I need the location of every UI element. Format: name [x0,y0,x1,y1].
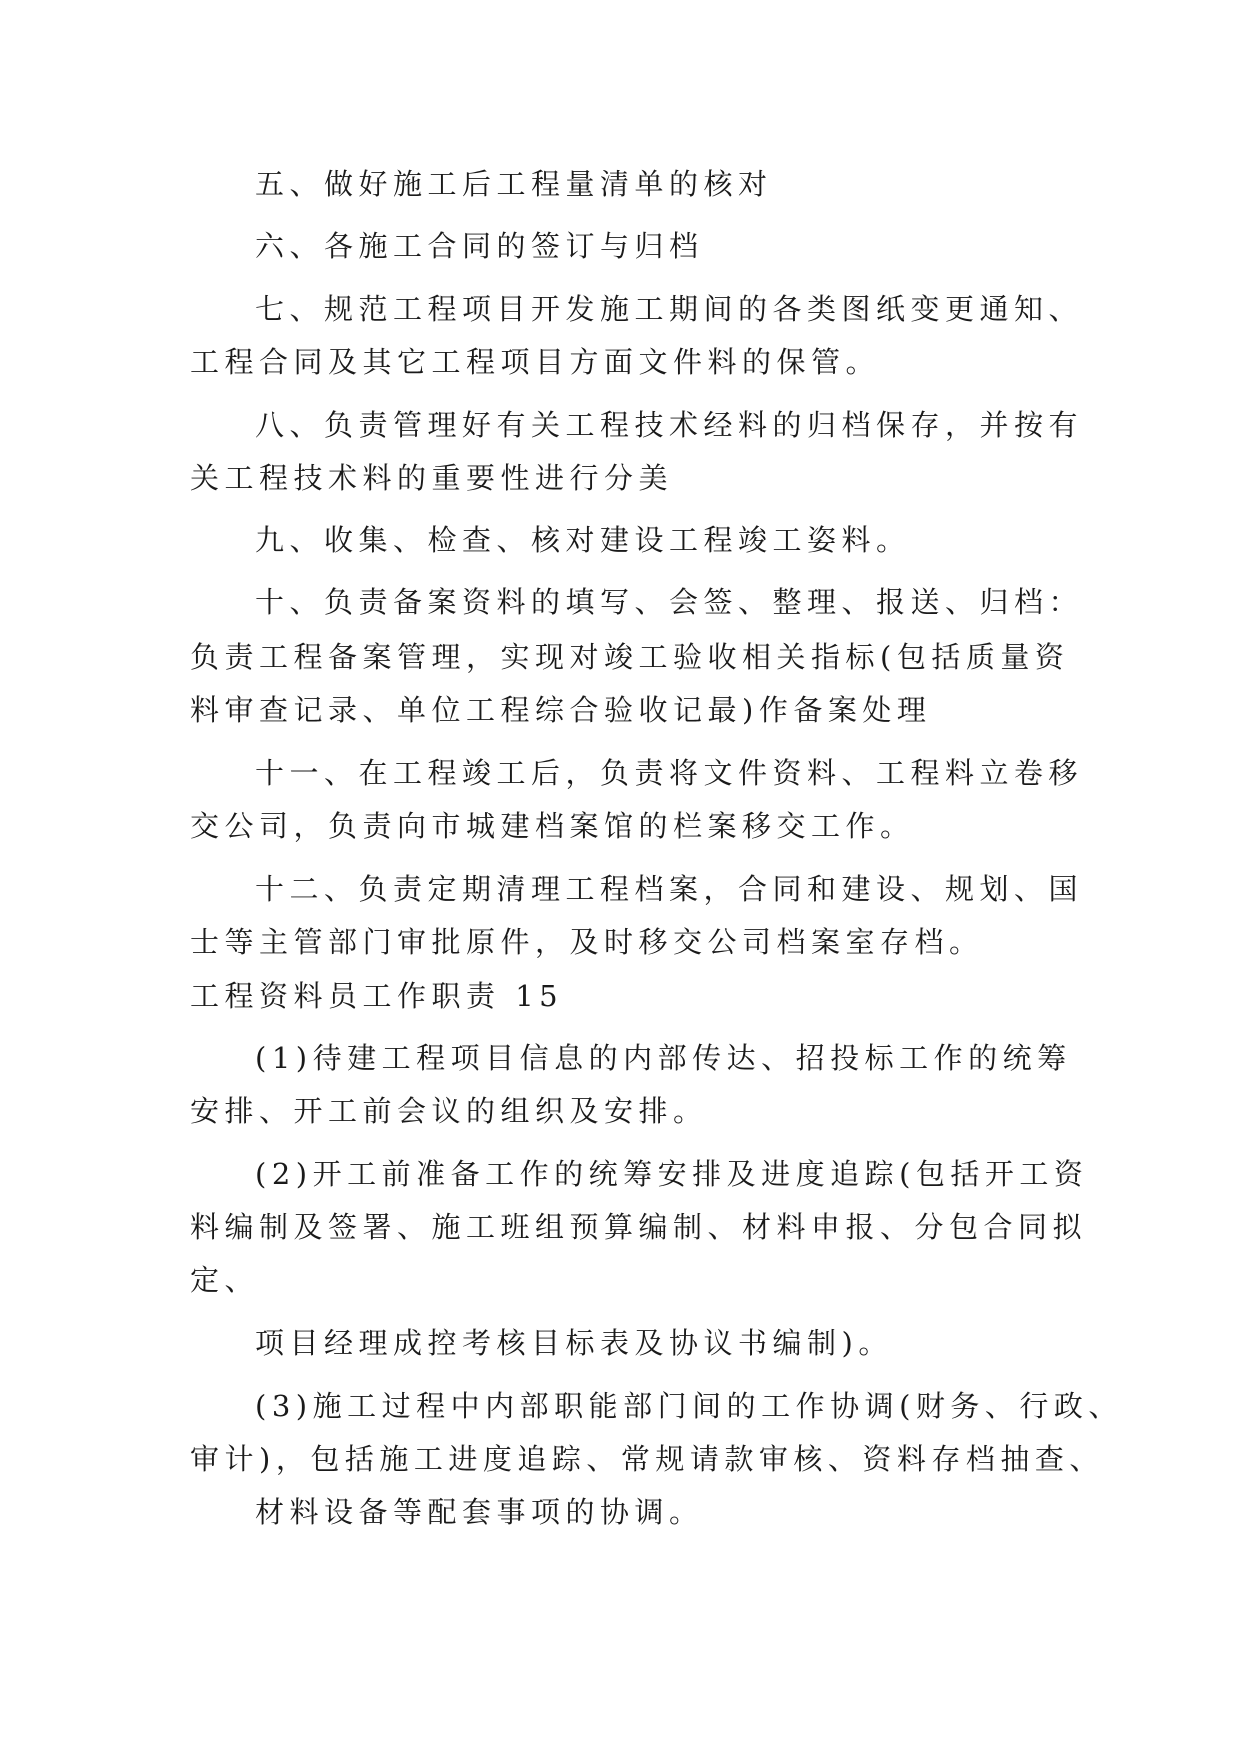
text-line: 工程合同及其它工程项目方面文件料的保管。 [190,345,881,379]
text-line: 交公司，负责向市城建档案馆的栏案移交工作。 [190,809,915,843]
text-line: 材料设备等配套事项的协调。 [255,1495,704,1529]
text-line: 项目经理成控考核目标表及协议书编制)。 [255,1326,893,1360]
text-line: 十一、在工程竣工后，负责将文件资料、工程料立卷移 [255,756,1084,790]
text-line: 料编制及签署、施工班组预算编制、材料申报、分包合同拟 [190,1210,1088,1244]
text-line: (1)待建工程项目信息的内部传达、招投标工作的统筹 [255,1041,1072,1075]
text-line: 十二、负责定期清理工程档案，合同和建设、规划、国 [255,872,1084,906]
text-line: 关工程技术料的重要性进行分美 [190,461,674,495]
text-line: 审计)，包括施工进度追踪、常规请款审核、资料存档抽查、 [190,1442,1104,1476]
text-line: 九、收集、检查、核对建设工程竣工姿料。 [255,523,911,557]
text-line: 五、做好施工后工程量清单的核对 [255,167,773,201]
text-line: 定、 [190,1263,260,1297]
text-line: 士等主管部门审批原件，及时移交公司档案室存档。 [190,925,984,959]
text-line: 料审查记录、单位工程综合验收记最)作备案处理 [190,693,932,727]
text-line: 负责工程备案管理，实现对竣工验收相关指标(包括质量资 [190,640,1070,674]
text-line: 十、负责备案资料的填写、会签、整理、报送、归档： [255,585,1084,619]
text-line: 八、负责管理好有关工程技术经料的归档保存，并按有 [255,408,1084,442]
text-line: 安排、开工前会议的组织及安排。 [190,1094,708,1128]
text-line: 六、各施工合同的签订与归档 [255,229,704,263]
section-heading: 工程资料员工作职责 15 [190,979,564,1013]
text-line: 七、规范工程项目开发施工期间的各类图纸变更通知、 [255,292,1084,326]
text-line: (3)施工过程中内部职能部门间的工作协调(财务、行政、 [255,1389,1123,1423]
text-line: (2)开工前准备工作的统筹安排及进度追踪(包括开工资 [255,1157,1089,1191]
